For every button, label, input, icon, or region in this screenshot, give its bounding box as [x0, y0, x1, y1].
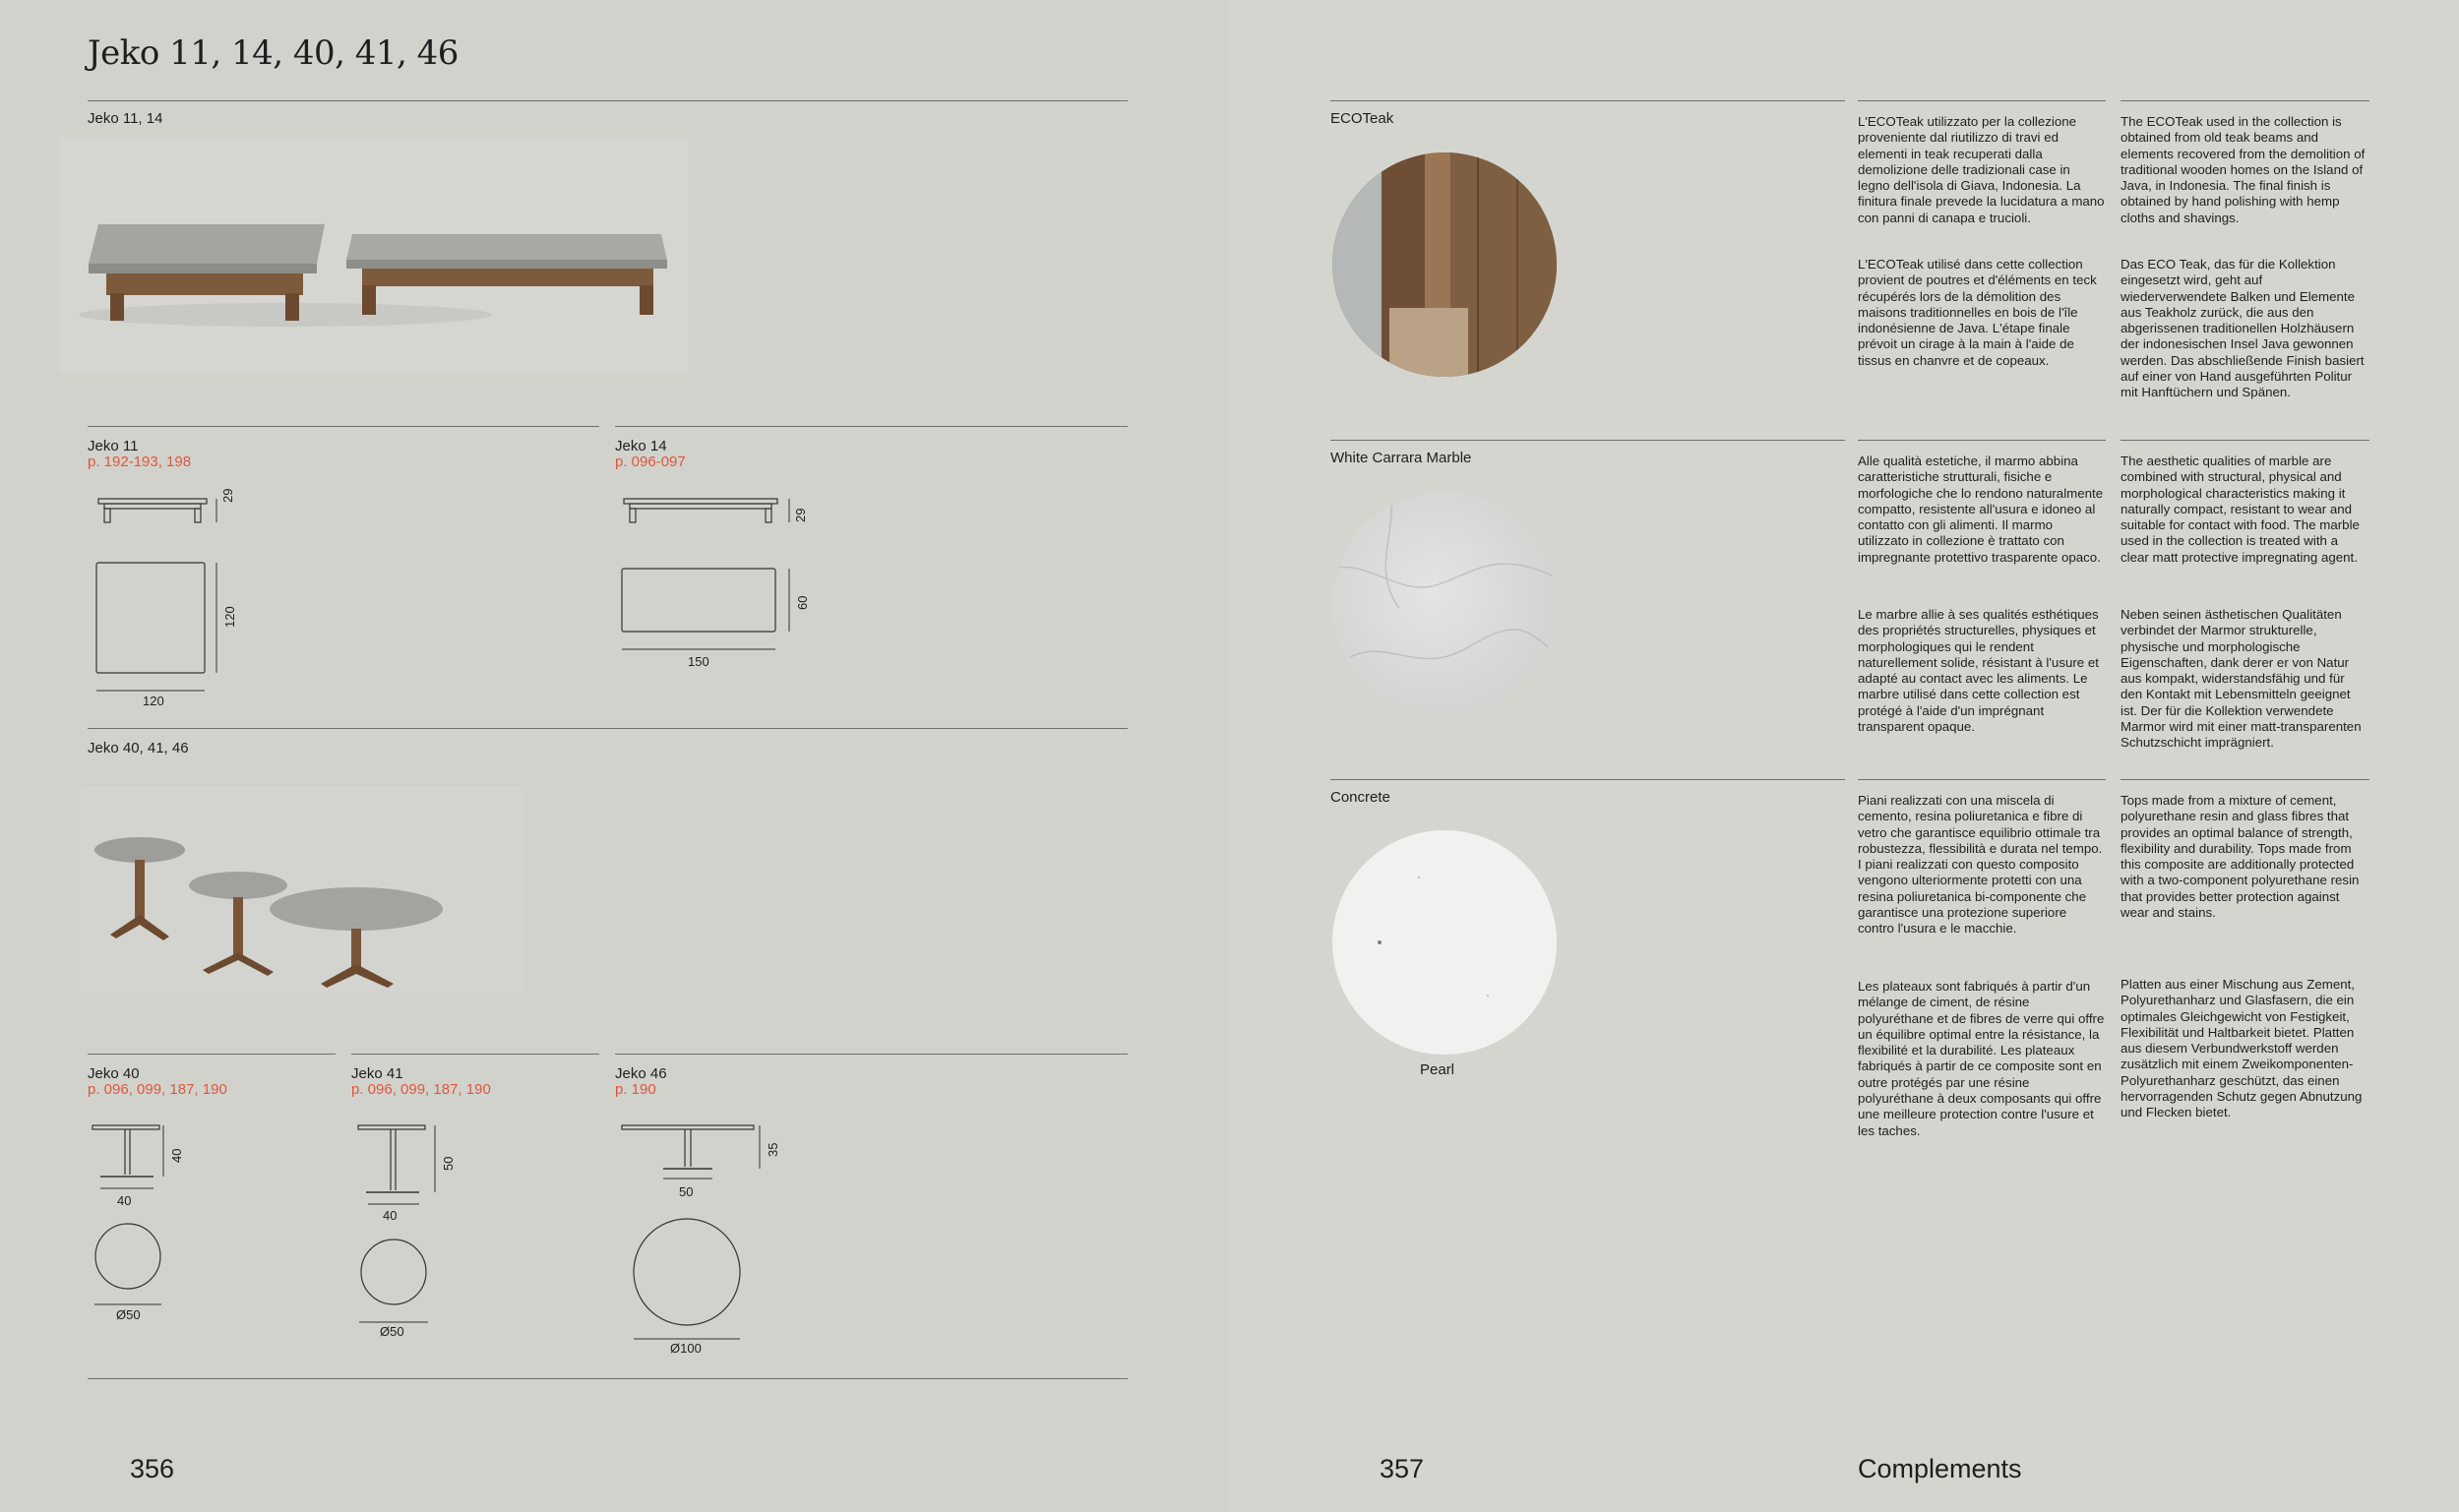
divider	[88, 1054, 336, 1055]
dimension-jeko-14-width: 150	[688, 654, 709, 669]
marble-description-fr: Le marbre allie à ses qualités esthétiques des propriétés structurelles, physiques et morphologiques qui le rendent naturellement solide, résistant à l'usure et adapté au contact avec les aliments. Le marbre utilisé dans cette collection est protégé à l'aide d'un imprégnant transparent opaque.	[1858, 607, 2099, 735]
concrete-description-fr: Les plateaux sont fabriqués à partir d'un mélange de ciment, de résine polyuréthane et de fibres de verre qui offre un équilibre optimal entre la résistance, la flexibilité et la durabilité. Les plateaux fabriqués à partir de ce composite sont en outre protégés par une résine polyuréthane à deux composants qui offre une meilleure protection contre l'usure et les taches.	[1858, 979, 2105, 1138]
dimension-jeko-40-width: 40	[117, 1193, 132, 1208]
dimension-jeko-41-width: 40	[383, 1208, 398, 1223]
dimension-jeko-41-height: 50	[441, 1156, 456, 1171]
section-label-jeko-11-14: Jeko 11, 14	[88, 110, 163, 127]
dimension-jeko-14-height: 29	[793, 508, 808, 522]
product-name-jeko-40: Jeko 40	[88, 1065, 140, 1082]
jeko-14-top-drawing	[620, 567, 807, 655]
right-page	[1229, 0, 2459, 1512]
ecoteak-swatch	[1330, 151, 1559, 379]
divider	[1330, 100, 1845, 101]
marble-description-it: Alle qualità estetiche, il marmo abbina caratteristiche strutturali, fisiche e morfologiche che lo rendono naturalmente compatto, resistente all'usura e idoneo al contatto con gli alimenti. Il marmo utilizzato in collezione è trattato con impregnante protettivo trasparente opaco.	[1858, 454, 2104, 565]
jeko-46-top-drawing	[632, 1217, 750, 1345]
dimension-jeko-46-height: 35	[766, 1142, 780, 1157]
dimension-jeko-11-height: 29	[220, 488, 235, 503]
page-reference-jeko-40: p. 096, 099, 187, 190	[88, 1081, 227, 1098]
divider	[88, 100, 1128, 101]
marble-description-de: Neben seinen ästhetischen Qualitäten verbindet der Marmor strukturelle, physische und morphologische Eigenschaften, dank derer er von Natur aus kompakt, widerstandsfähig und für den Kontakt mit Lebensmitteln geeignet ist. Der für die Kollektion verwendete Marmor wird mit einer matt-transparenten Schutzschicht imprägniert.	[2121, 607, 2362, 751]
section-name: Complements	[1858, 1454, 2022, 1483]
concrete-swatch-label: Pearl	[1420, 1061, 1455, 1078]
divider	[615, 1054, 1128, 1055]
jeko-11-14-photo	[59, 138, 689, 374]
material-name-ecoteak: ECOTeak	[1330, 110, 1394, 127]
jeko-40-top-drawing	[94, 1222, 173, 1310]
divider	[1858, 779, 2106, 780]
material-name-white-carrara-marble: White Carrara Marble	[1330, 450, 1472, 466]
dimension-jeko-11-width: 120	[143, 694, 164, 708]
page-number-left: 356	[130, 1454, 175, 1483]
dimension-jeko-11-depth: 120	[222, 606, 237, 628]
dimension-jeko-41-diameter: Ø50	[380, 1324, 404, 1339]
divider	[351, 1054, 599, 1055]
page-title: Jeko 11, 14, 40, 41, 46	[88, 33, 459, 73]
divider	[88, 426, 599, 427]
section-label-jeko-40-41-46: Jeko 40, 41, 46	[88, 740, 189, 756]
jeko-41-side-drawing	[354, 1121, 443, 1220]
page-reference-jeko-14: p. 096-097	[615, 454, 686, 470]
divider	[615, 426, 1128, 427]
page-reference-jeko-41: p. 096, 099, 187, 190	[351, 1081, 491, 1098]
page-number-right: 357	[1380, 1454, 1425, 1483]
jeko-46-side-drawing	[620, 1121, 777, 1190]
page-reference-jeko-11: p. 192-193, 198	[88, 454, 192, 470]
product-name-jeko-41: Jeko 41	[351, 1065, 403, 1082]
jeko-14-side-drawing	[620, 497, 797, 532]
ecoteak-description-fr: L'ECOTeak utilisé dans cette collection provient de poutres et d'éléments en teck récupérés lors de la démolition des maisons traditionnelles en bois de l'île indonésienne de Java. L'étape finale prévoit un cirage à la main à l'aide de tissus en chanvre et de copeaux.	[1858, 257, 2097, 368]
jeko-41-top-drawing	[359, 1238, 438, 1326]
divider	[1858, 440, 2106, 441]
product-name-jeko-14: Jeko 14	[615, 438, 667, 454]
jeko-40-side-drawing	[89, 1121, 167, 1200]
ecoteak-description-en: The ECOTeak used in the collection is obtained from old teak beams and elements recovered from the demolition of traditional wooden homes on the Island of Java, in Indonesia. The final finish is obtained by hand polishing with hemp cloths and shavings.	[2121, 114, 2366, 225]
dimension-jeko-46-width: 50	[679, 1184, 694, 1199]
white-carrara-marble-swatch	[1330, 490, 1559, 718]
jeko-11-top-drawing	[94, 561, 232, 698]
marble-description-en: The aesthetic qualities of marble are combined with structural, physical and morphological characteristics making it naturally compact, resistant to wear and suitable for contact with food. The marble used in the collection is treated with a clear matt protective impregnating agent.	[2121, 454, 2360, 565]
concrete-description-de: Platten aus einer Mischung aus Zement, Polyurethanharz und Glasfasern, die ein optimales Gleichgewicht von Festigkeit, Flexibilität und Haltbarkeit bietet. Platten aus diesem Verbundwerkstoff werden zusätzlich mit einem Zweikomponenten-Polyurethanharz geschützt, das einen hervorragenden Schutz gegen Abnutzung und Flecken bietet.	[2121, 977, 2363, 1120]
jeko-11-side-drawing	[94, 497, 232, 532]
divider	[1858, 100, 2106, 101]
concrete-pearl-swatch	[1330, 828, 1559, 1057]
dimension-jeko-40-diameter: Ø50	[116, 1307, 141, 1322]
concrete-description-it: Piani realizzati con una miscela di cemento, resina poliuretanica e fibre di vetro che garantisce equilibrio ottimale tra robustezza, flessibilità e durata nel tempo. I piani realizzati con questo composito vengono ulteriormente protetti con una resina poliuretanica bi-componente che garantisce una protezione superiore contro l'usura e le macchie.	[1858, 793, 2103, 937]
page-reference-jeko-46: p. 190	[615, 1081, 656, 1098]
ecoteak-description-it: L'ECOTeak utilizzato per la collezione proveniente dal riutilizzo di travi ed elementi in teak recuperati dalla demolizione delle tradizionali case in legno dell'isola di Giava, Indonesia. La finitura finale prevede la lucidatura a mano con panni di canapa e trucioli.	[1858, 114, 2105, 225]
dimension-jeko-40-height: 40	[169, 1148, 184, 1163]
dimension-jeko-46-diameter: Ø100	[670, 1341, 702, 1356]
left-page	[0, 0, 1229, 1512]
divider	[2121, 440, 2369, 441]
divider	[2121, 100, 2369, 101]
divider	[1330, 779, 1845, 780]
divider	[88, 1378, 1128, 1379]
divider	[1330, 440, 1845, 441]
dimension-jeko-14-depth: 60	[795, 595, 810, 610]
product-name-jeko-11: Jeko 11	[88, 438, 139, 454]
product-name-jeko-46: Jeko 46	[615, 1065, 667, 1082]
material-name-concrete: Concrete	[1330, 789, 1390, 806]
concrete-description-en: Tops made from a mixture of cement, polyurethane resin and glass fibres that provides an optimal balance of strength, flexibility and durability. Tops made from this composite are additionally protected with a two-component polyurethane resin that provides better protection against wear and stains.	[2121, 793, 2360, 921]
jeko-40-41-46-photo	[81, 787, 523, 994]
ecoteak-description-de: Das ECO Teak, das für die Kollektion eingesetzt wird, geht auf wiederverwendete Balken und Elemente aus Teakholz zurück, die aus den abgerissenen traditionellen Holzhäusern der indonesischen Insel Java gewonnen werden. Das abschließende Finish basiert auf einer von Hand ausgeführten Politur mit Hanftüchern und Spänen.	[2121, 257, 2365, 400]
divider	[88, 728, 1128, 729]
divider	[2121, 779, 2369, 780]
